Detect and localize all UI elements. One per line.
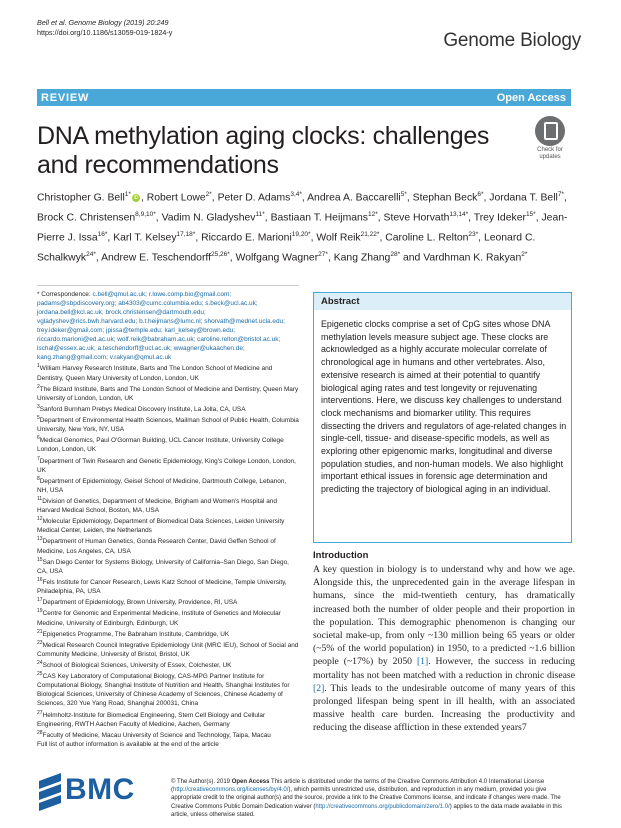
affiliation-item: $^2$The Blizard Institute, Barts and The London School of Medicine and Dentistry, Queen Mary University of London, London, UK xyxy=(37,383,299,402)
author-affiliation-marker: 28* xyxy=(390,251,401,259)
author-name: Vadim N. Gladyshev xyxy=(161,212,256,224)
affiliation-item: $^{13}$Department of Human Genetics, Gonda Research Center, David Geffen School of Medicine, Los Angeles, CA, USA xyxy=(37,536,276,555)
author-name: Karl T. Kelsey xyxy=(113,232,177,244)
abstract-heading: Abstract xyxy=(321,296,360,307)
author-name: Trey Ideker xyxy=(473,212,526,224)
article-title: DNA methylation aging clocks: challenges and recommendations xyxy=(37,122,490,179)
author-info-note: Full list of author information is available at the end of the article xyxy=(37,740,219,748)
affiliation-item: $^8$Department of Epidemiology, Geisel School of Medicine, Dartmouth College, Lebanon, NH, USA xyxy=(37,475,287,494)
author-affiliation-marker: 23* xyxy=(468,231,479,239)
affiliation-list xyxy=(37,362,299,740)
article-type-label: REVIEW xyxy=(41,92,90,104)
author-affiliation-marker: 7* xyxy=(557,191,564,198)
affiliation-item: $^1$William Harvey Research Institute, Barts and The London School of Medicine and Dentistry, Queen Mary University of London, London, UK xyxy=(37,363,273,382)
affiliation-item: $^{16}$Fels Institute for Cancer Research, Lewis Katz School of Medicine, Temple University, Philadelphia, PA, USA xyxy=(37,576,287,596)
affiliations xyxy=(37,290,299,749)
author-name: Peter D. Adams xyxy=(217,192,291,204)
author-affiliation-marker: 2* xyxy=(205,191,212,198)
citation-line: Bell et al. Genome Biology (2019) 20:249 xyxy=(37,18,169,27)
author-name: Vardhman K. Rakyan xyxy=(423,252,522,264)
check-for-updates-badge[interactable] xyxy=(528,116,572,162)
divider xyxy=(37,285,299,286)
correspondence-emails[interactable]: c.bell@qmul.ac.uk; r.lowe.comp.bio@gmail.com; padams@sbpdiscovery.org; ab4303@cumc.columbia.edu; s.beck@ucl.ac.uk; jordana.bell@kcl.ac.uk; brock.christensen@dartmouth.edu; vgladyshev@rics.bwh.harvard.edu; b.t.heijmans@lumc.nl; shorvath@mednet.ucla.edu; trey.ideker@gmail.com; jpissa@temple.edu; karl_kelsey@brown.edu; riccardo.marioni@ed.ac.uk; wolf.reik@babraham.ac.uk; caroline.relton@bristol.ac.uk; lschal@essex.ac.uk; a.teschendorff@ucl.ac.uk; wwagner@ukaachen.de; kang.zhang@gmail.com; v.rakyan@qmul.ac.uk xyxy=(37,291,285,362)
affiliation-item: $^5$Department of Environmental Health Sciences, Mailman School of Public Health, Columbia University, New York, NY, USA xyxy=(37,415,299,434)
author-affiliation-marker: 3,4* xyxy=(290,191,302,198)
correspondence-label: * Correspondence: xyxy=(37,291,91,298)
author-name: Andrea A. Baccarelli xyxy=(307,192,401,204)
author-affiliation-marker: 27* xyxy=(318,251,328,259)
author-name: Andrew E. Teschendorff xyxy=(101,252,211,264)
author-affiliation-marker: 11* xyxy=(255,211,265,219)
author-name: Wolf Reik xyxy=(316,232,361,244)
introduction-text: A key question in biology is to understand why and how we age. Alongside this, the unprecedented gain in the average lifespan in humans, since the mid-twentieth century, has dramatically increased both the number of older people and their proportion in the population. This demographic phenomenon is changing our societal make-up, from only ~130 million being 65 years or older (~5% of the world population) in 1950, to a predicted ~1.6 billion people (~17%) by 2050 [1]. However, the success in reducing mortality has not been matched with a reduction in chronic disease [2]. This leads to the undesirable outcome of many years of this prolonged lifespan being spent in ill health, with an associated massive health care burden. Increasing the productivity and reducing the disease affliction in these extended years7 xyxy=(313,564,575,734)
doi-link[interactable]: https://doi.org/10.1186/s13059-019-1824-y xyxy=(37,28,173,37)
author-affiliation-marker: 25,26* xyxy=(211,251,230,259)
author-affiliation-marker: 5* xyxy=(400,191,407,198)
author-name: Steve Horvath xyxy=(383,212,450,224)
affiliation-item: $^7$Department of Twin Research and Genetic Epidemiology, King's College London, London, UK xyxy=(37,455,296,474)
introduction-heading: Introduction xyxy=(313,550,369,561)
author-affiliation-marker: 13,14* xyxy=(449,211,469,219)
article-type-band xyxy=(37,89,571,106)
affiliation-item: $^{21}$Epigenetics Programme, The Babraham Institute, Cambridge, UK xyxy=(37,628,230,638)
author-name: Stephan Beck xyxy=(412,192,478,204)
bmc-logo-text: BMC xyxy=(65,773,135,806)
author-name: Wolfgang Wagner xyxy=(235,252,319,264)
orcid-icon[interactable]: iD xyxy=(133,195,139,202)
author-name: Riccardo E. Marioni xyxy=(201,232,292,244)
affiliation-item: $^{19}$Centre for Genomic and Experimental Medicine, Institute of Genetics and Molecular Medicine, University of Edinburgh, Edinburgh, UK xyxy=(37,608,281,627)
badge-line2: updates xyxy=(539,154,561,160)
bookmark-icon xyxy=(535,116,565,146)
abstract-text: Epigenetic clocks comprise a set of CpG sites whose DNA methylation levels measure subject age. These clocks are acknowledged as a highly accurate molecular correlate of chronological age in humans and other vertebrates. Also, extensive research is aimed at their potential to quantify biological aging rates and test longevity or rejuvenating interventions. Here, we discuss key challenges to understand clock mechanisms and biomarker utility. This requires dissecting the drivers and regulators of age-related changes in single-cell, tissue- and disease-specific models, as well as exploring other epigenomic marks, longitudinal and diverse population studies, and non-human models. We also highlight important ethical issues in forensic age determination and predicting the trajectory of biological aging in an individual. xyxy=(321,319,567,495)
reference-link[interactable]: [1] xyxy=(416,656,429,668)
affiliation-item: $^{17}$Department of Epidemiology, Brown University, Providence, RI, USA xyxy=(37,597,238,607)
author-list: Christopher G. Bell$^{1*}$iD , Robert Lowe$^{2*}$, Peter D. Adams$^{3,4*}$, Andrea A. Baccarelli$^{5*}$, Stephan Beck$^{6*}$, Jordana T. Bell$^{7*}$, Brock C. Christensen$^{8,9,10*}$, Vadim N. Gladyshev$^{11*}$, Bastiaan T. Heijmans$^{12*}$, Steve Horvath$^{13,14*}$, Trey Ideker$^{15*}$, Jean-Pierre J. Issa$^{16*}$, Karl T. Kelsey$^{17,18*}$, Riccardo E. Marioni$^{19,20*}$, Wolf Reik$^{21,22*}$, Caroline L. Relton$^{23*}$, Leonard C. Schalkwyk$^{24*}$, Andrew E. Teschendorff$^{25,26*}$, Wolfgang Wagner$^{27*}$, Kang Zhang$^{28*}$ and Vardhman K. Rakyan$^{2*}$ xyxy=(37,191,568,264)
author-name: Robert Lowe xyxy=(146,192,206,204)
open-access-label: Open Access xyxy=(496,92,566,104)
affiliation-item: $^{24}$School of Biological Sciences, University of Essex, Colchester, UK xyxy=(37,659,232,670)
author-affiliation-marker: 21,22* xyxy=(360,231,380,239)
affiliation-item: $^3$Sanford Burnham Prebys Medical Discovery Institute, La Jolla, CA, USA xyxy=(37,403,246,413)
affiliation-item: $^6$Medical Genomics, Paul O'Gorman Building, UCL Cancer Institute, University College London, London, UK xyxy=(37,435,284,454)
journal-name: Genome Biology xyxy=(443,30,581,51)
affiliation-item: $^{25}$CAS Key Laboratory of Computational Biology, CAS-MPG Partner Institute for Computational Biology, Shanghai Institute of Nutrition and Health, Shanghai Institutes for Biological Sciences, University of Chinese Academy of Sciences, Chinese Academy of Sciences, 320 Yue Yang Road, Shanghai 200031, China xyxy=(37,671,290,708)
author-name: Jean-Pierre J. Issa xyxy=(37,212,568,244)
license-footer: © The Author(s). 2019 Open Access This article is distributed under the terms of the Creative Commons Attribution 4.0 International License (http://creativecommons.org/licenses/by/4.0/), which permits unrestricted use, distribution, and reproduction in any medium, provided you give appropriate credit to the original author(s) and the source, provide a link to the Creative Commons license, and indicate if changes were made. The Creative Commons Public Domain Dedication waiver (http://creativecommons.org/publicdomain/zero/1.0/) applies to the data made available in this article, unless otherwise stated. xyxy=(171,779,562,818)
correspondence xyxy=(37,290,299,362)
affiliation-item: $^{12}$Molecular Epidemiology, Department of Biomedical Data Sciences, Leiden University Medical Center, Leiden, the Netherlands xyxy=(37,516,285,535)
author-affiliation-marker: 12* xyxy=(367,211,378,219)
author-affiliation-marker: 16* xyxy=(97,231,108,239)
author-affiliation-marker: 15* xyxy=(525,211,536,219)
author-name: Kang Zhang xyxy=(333,252,391,264)
author-name: Bastiaan T. Heijmans xyxy=(270,212,368,224)
author-affiliation-marker: 17,18* xyxy=(176,231,196,239)
reference-link[interactable]: [2] xyxy=(313,682,325,694)
license-link[interactable]: http://creativecommons.org/licenses/by/4.0/ xyxy=(173,787,289,794)
author-name: Christopher G. Bell xyxy=(37,192,125,204)
badge-line1: Check for xyxy=(537,147,563,153)
author-affiliation-marker: 6* xyxy=(477,191,484,198)
waiver-link[interactable]: http://creativecommons.org/publicdomain/zero/1.0/ xyxy=(315,803,450,810)
author-affiliation-marker: 8,9,10* xyxy=(135,211,156,219)
author-name: Brock C. Christensen xyxy=(37,212,136,224)
author-affiliation-marker: 2* xyxy=(521,251,528,259)
author-name: Caroline L. Relton xyxy=(385,232,469,244)
affiliation-item: $^{11}$Division of Genetics, Department of Medicine, Brigham and Women's Hospital and Harvard Medical School, Boston, MA, USA xyxy=(37,495,277,515)
bmc-logo xyxy=(37,773,157,813)
abstract-box xyxy=(313,292,572,543)
citation-header xyxy=(37,18,277,38)
author-affiliation-marker: 24* xyxy=(86,251,96,259)
affiliation-item: $^{27}$Helmholtz-Institute for Biomedical Engineering, Stem Cell Biology and Cellular Engineering, RWTH Aachen Faculty of Medicine, Aachen, Germany xyxy=(37,709,266,728)
author-name: Jordana T. Bell xyxy=(489,192,558,204)
author-affiliation-marker: 19,20* xyxy=(291,231,311,239)
author-affiliation-marker: 1* xyxy=(124,191,131,198)
affiliation-item: $^{28}$Faculty of Medicine, Macau University of Science and Technology, Taipa, Macau xyxy=(37,729,271,739)
affiliation-item: $^{23}$Medical Research Council Integrative Epidemiology Unit (MRC IEU), School of Social and Community Medicine, University of Bristol, Bristol, UK xyxy=(37,639,299,658)
author-name: Leonard C. Schalkwyk xyxy=(37,232,536,264)
bmc-logo-icon xyxy=(39,777,61,807)
affiliation-item: $^{15}$San Diego Center for Systems Biology, University of California–San Diego, San Diego, CA, USA xyxy=(37,556,289,575)
